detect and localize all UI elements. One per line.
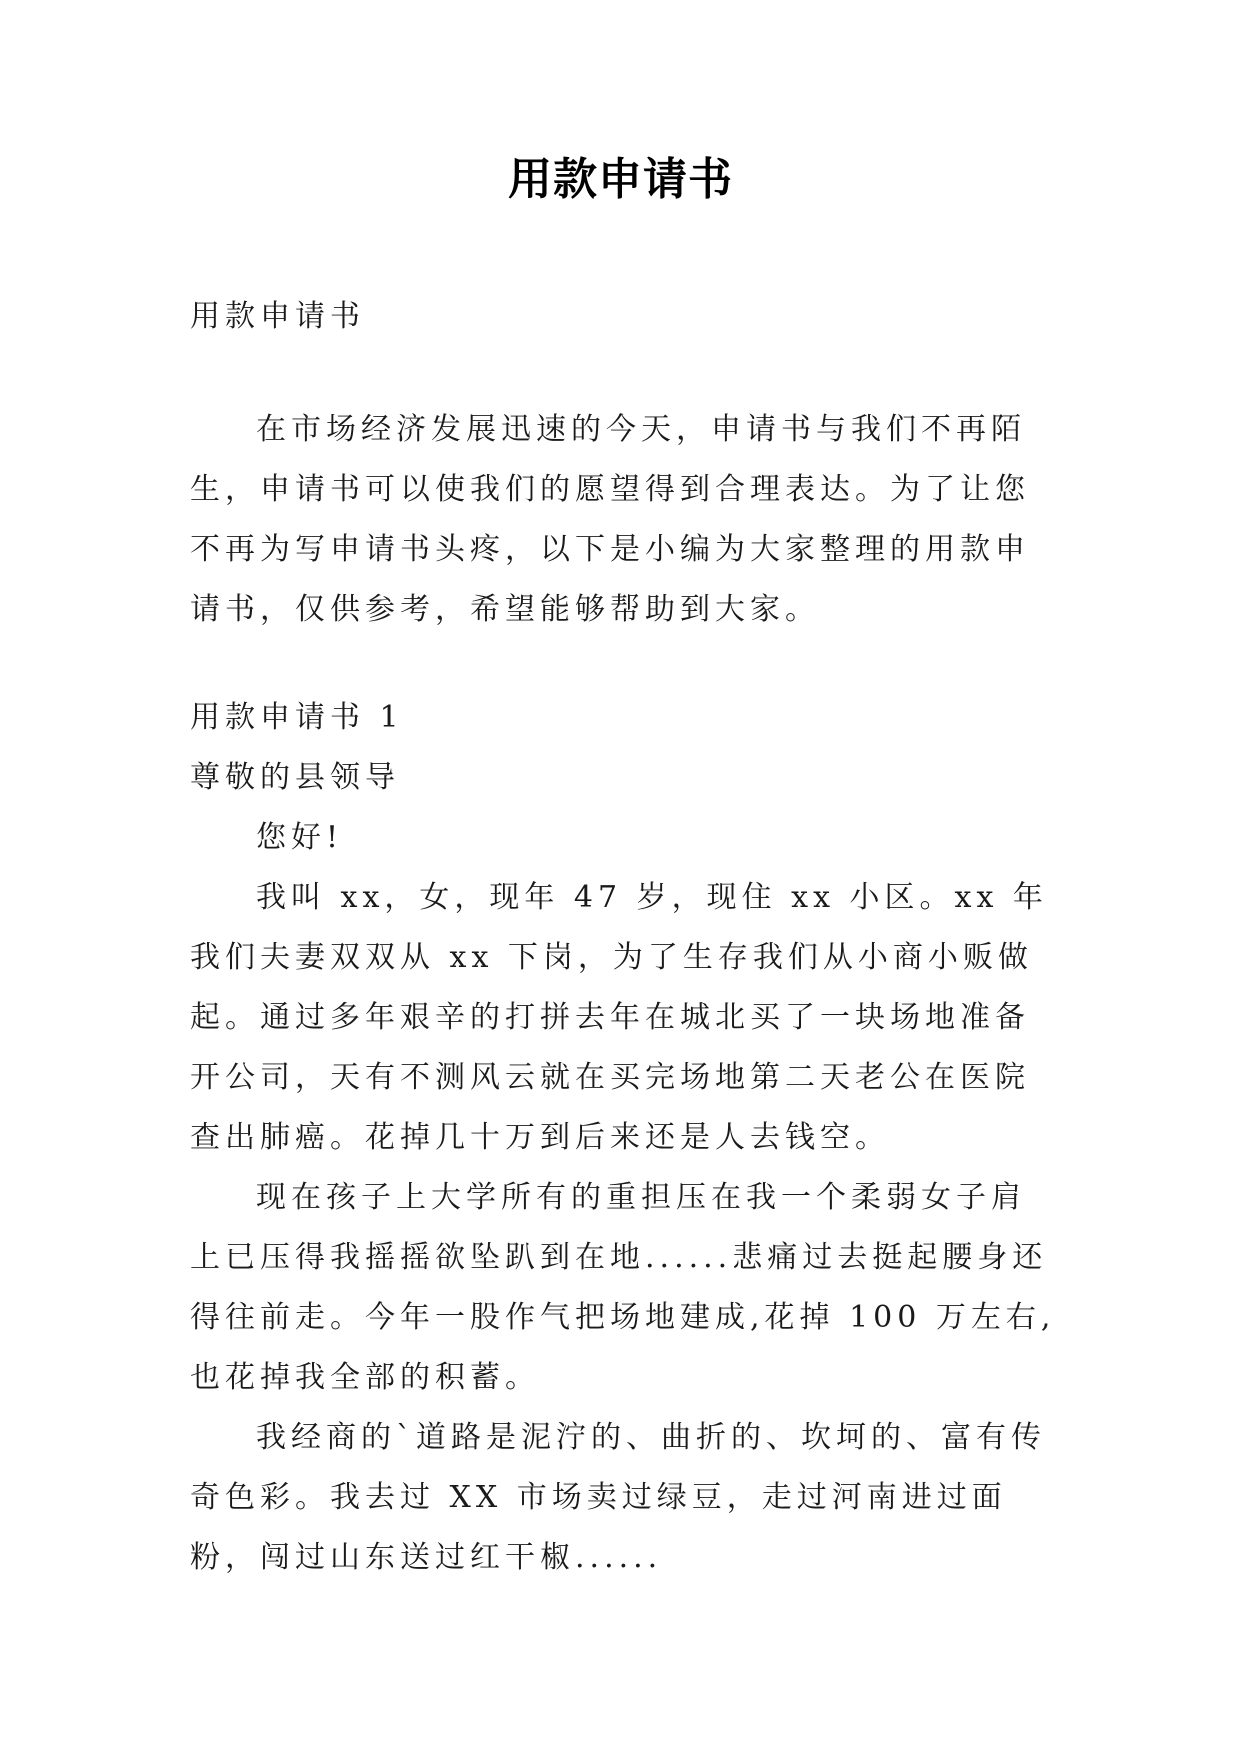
- salutation: 尊敬的县领导: [190, 760, 400, 795]
- body-paragraph-3: 我经商的`道路是泥泞的、曲折的、坎坷的、富有传奇色彩。我去过 XX 市场卖过绿豆，走过河南进过面粉，闯过山东送过红干椒......: [190, 1420, 1046, 1575]
- section-heading: 用款申请书 1: [190, 700, 404, 735]
- greeting: 您好!: [256, 820, 344, 855]
- body-paragraph-1: 我叫 xx，女，现年 47 岁，现住 xx 小区。xx 年我们夫妻双双从 xx 下岗，为了生存我们从小商小贩做起。通过多年艰辛的打拼去年在城北买了一块场地准备开公司，天有不测风云就在买完场地第二天老公在医院查出肺癌。花掉几十万到后来还是人去钱空。: [190, 880, 1048, 1155]
- letter-section: [190, 688, 1056, 1588]
- intro-text: 在市场经济发展迅速的今天，申请书与我们不再陌生，申请书可以使我们的愿望得到合理表达。为了让您不再为写申请书头疼，以下是小编为大家整理的用款申请书，仅供参考，希望能够帮助到大家。: [190, 412, 1030, 627]
- document-title: 用款申请书: [508, 154, 733, 205]
- body-paragraph-2: 现在孩子上大学所有的重担压在我一个柔弱女子肩上已压得我摇摇欲坠趴到在地......悲痛过去挺起腰身还得往前走。今年一股作气把场地建成,花掉 100 万左右,也花掉我全部的积蓄。: [190, 1180, 1056, 1395]
- intro-paragraph: [190, 400, 1056, 640]
- document-subtitle: 用款申请书: [190, 299, 365, 334]
